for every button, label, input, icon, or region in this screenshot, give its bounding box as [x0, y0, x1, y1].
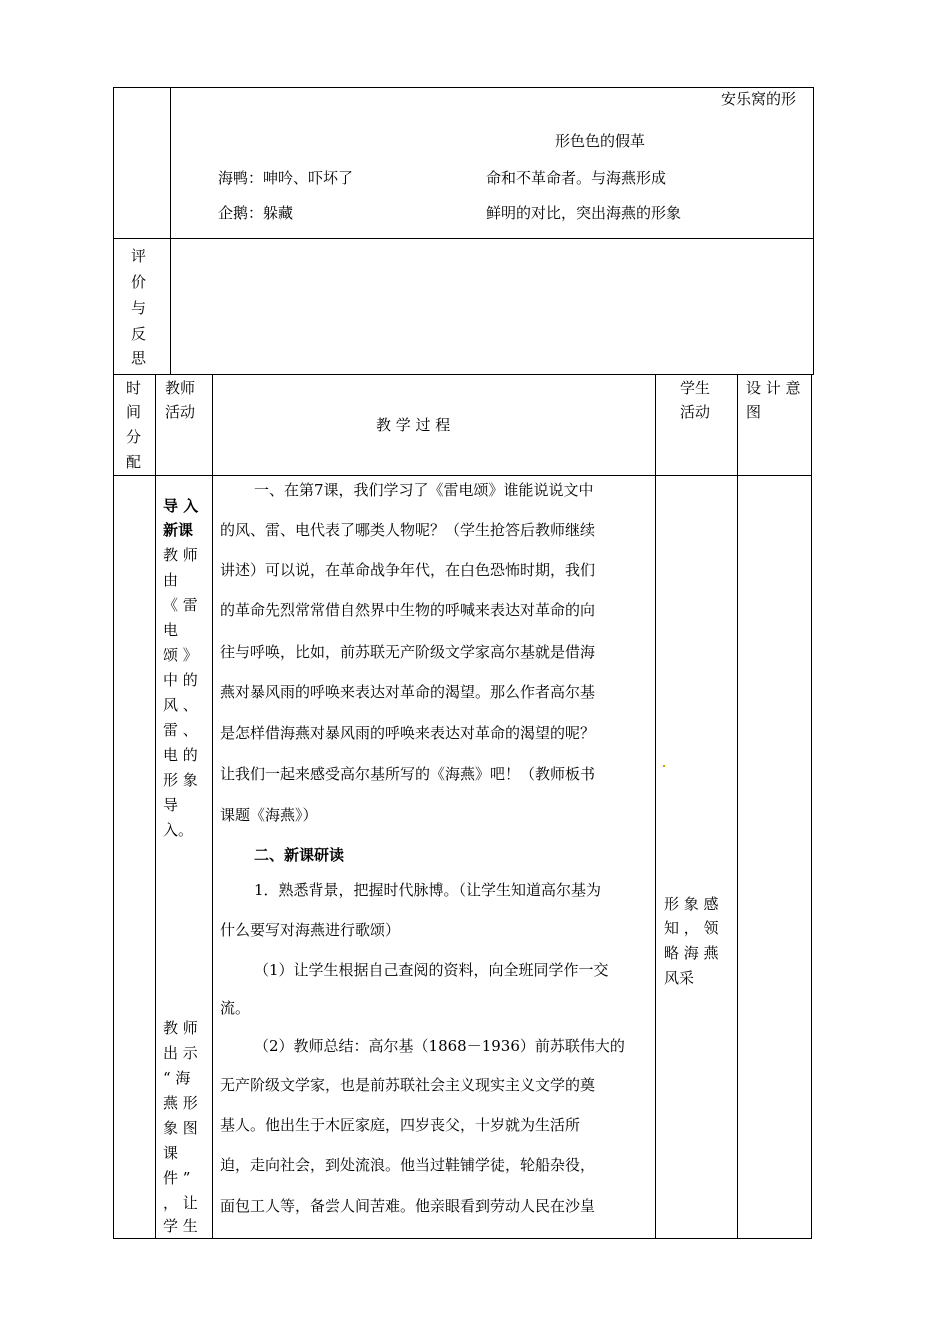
- process-p1-line: 燕对暴风雨的呼唤来表达对革命的渴望。那么作者高尔基: [220, 683, 596, 701]
- show-desc: 燕 形: [163, 1094, 198, 1112]
- top-row4-right: 鲜明的对比，突出海燕的形象: [486, 204, 682, 222]
- top-row3-right: 命和不革命者。与海燕形成: [486, 169, 667, 187]
- sub1-line: （1）让学生根据自己查阅的资料，向全班同学作一交: [254, 961, 609, 979]
- intro-desc: 电: [163, 621, 179, 639]
- show-desc: 象 图: [163, 1119, 198, 1137]
- border-bottom: [113, 1238, 812, 1239]
- intro-desc: 电 的: [163, 746, 198, 764]
- process-p1-line: 一、在第7课，我们学习了《雷电颂》谁能说说文中: [254, 481, 594, 499]
- border-top-section-bottom: [113, 238, 814, 239]
- top-row3-left: 海鸭：呻吟、吓坏了: [218, 169, 354, 187]
- eval-char: 评: [131, 247, 147, 265]
- top-row4-left: 企鹅：躲藏: [218, 204, 294, 222]
- show-desc: 教 师: [163, 1019, 198, 1037]
- sub2-line: 无产阶级文学家，也是前苏联社会主义现实主义文学的奠: [220, 1076, 596, 1094]
- item1-line: 什么要写对海燕进行歌颂）: [220, 921, 401, 939]
- intro-desc: 形 象: [163, 771, 198, 789]
- top-line1-right: 安乐窝的形: [721, 90, 797, 108]
- student-line: 知 ， 领: [664, 919, 719, 937]
- eval-char: 价: [131, 273, 147, 291]
- intro-desc: 导: [163, 796, 179, 814]
- student-line: 略 海 燕: [664, 944, 719, 962]
- intro-title: 导 入: [163, 497, 199, 515]
- process-p1-line: 是怎样借海燕对暴风雨的呼唤来表达对革命的渴望的呢？: [220, 724, 596, 742]
- border-col-process: [655, 374, 656, 1239]
- border-top-right: [813, 87, 814, 375]
- border-top-inner: [170, 87, 171, 375]
- intro-desc: 入。: [163, 821, 194, 839]
- process-p1-line: 讲述）可以说，在革命战争年代，在白色恐怖时期，我们: [220, 561, 596, 579]
- eval-char: 思: [131, 349, 147, 367]
- item1-line: 1．熟悉背景，把握时代脉博。（让学生知道高尔基为: [254, 881, 602, 899]
- intro-desc: 中 的: [163, 671, 198, 689]
- process-p1-line: 让我们一起来感受高尔基所写的《海燕》吧！（教师板书: [220, 765, 596, 783]
- border-header-bottom: [113, 475, 812, 476]
- show-desc: 出 示: [163, 1044, 198, 1062]
- border-right: [811, 374, 812, 1239]
- process-p1-line: 课题《海燕》）: [220, 806, 318, 824]
- show-desc: “ 海: [163, 1069, 191, 1087]
- top-line2-right: 形色色的假革: [555, 132, 646, 150]
- border-col-teacher: [212, 374, 213, 1239]
- intro-desc: 《 雷: [163, 596, 198, 614]
- show-desc: 学 生: [163, 1217, 198, 1235]
- sub2-line: 基人。他出生于木匠家庭，四岁丧父，十岁就为生活所: [220, 1116, 581, 1134]
- show-desc: ， 让: [163, 1194, 198, 1212]
- intro-desc: 雷 、: [163, 721, 198, 739]
- border-top: [113, 87, 814, 88]
- intro-title: 新课: [163, 521, 194, 539]
- intro-desc: 风 、: [163, 696, 198, 714]
- show-desc: 课: [163, 1144, 179, 1162]
- sub2-line: 面包工人等，备尝人间苦难。他亲眼看到劳动人民在沙皇: [220, 1197, 596, 1215]
- sub2-line: （2）教师总结：高尔基（1868－1936）前苏联伟大的: [254, 1037, 625, 1055]
- border-left: [113, 87, 114, 1239]
- intro-desc: 由: [163, 571, 179, 589]
- section-new-lesson: 二、新课研读: [254, 846, 345, 864]
- header-process: 教 学 过 程: [376, 416, 451, 434]
- student-line: 形 象 感: [664, 895, 719, 913]
- intro-desc: 颂 》: [163, 646, 198, 664]
- student-line: 风采: [664, 969, 695, 987]
- eval-char: 与: [131, 299, 147, 317]
- sub1-line: 流。: [220, 999, 251, 1017]
- eval-char: 反: [131, 325, 147, 343]
- process-p1-line: 往与呼唤，比如，前苏联无产阶级文学家高尔基就是借海: [220, 643, 596, 661]
- process-p1-line: 的革命先烈常常借自然界中生物的呼喊来表达对革命的向: [220, 601, 596, 619]
- intro-desc: 教 师: [163, 546, 198, 564]
- sub2-line: 迫，走向社会，到处流浪。他当过鞋铺学徒，轮船杂役，: [220, 1156, 596, 1174]
- border-eval-bottom: [113, 374, 814, 375]
- process-p1-line: 的风、雷、电代表了哪类人物呢？（学生抢答后教师继续: [220, 521, 596, 539]
- border-col-time: [155, 374, 156, 1239]
- stray-dot: [663, 765, 665, 767]
- show-desc: 件 ”: [163, 1169, 191, 1187]
- border-col-student: [737, 374, 738, 1239]
